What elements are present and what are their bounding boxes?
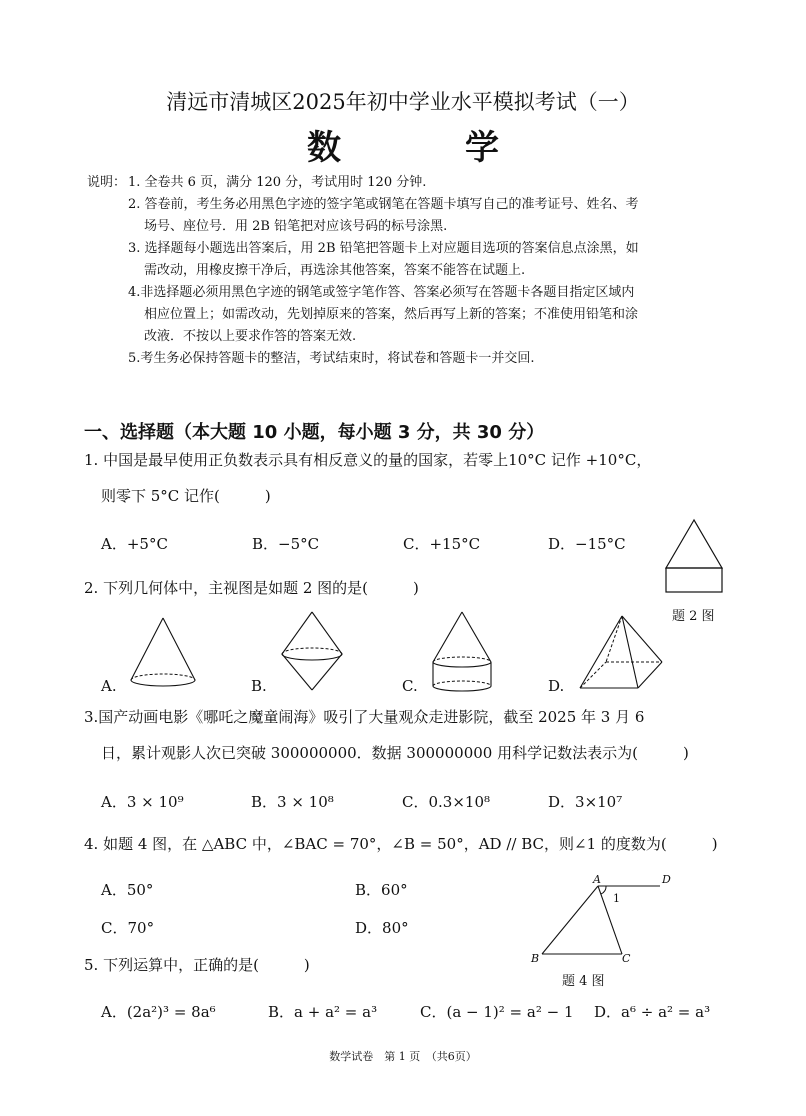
q5-option-d: D．a⁶ ÷ a² = a³ xyxy=(594,1003,711,1021)
q1-stem-line1: 1. 中国是最早使用正负数表示具有相反意义的量的国家，若零上10°C 记作 +10°C， xyxy=(84,451,652,469)
q1-option-a: A．+5°C xyxy=(101,535,168,553)
q1-stem-line2: 则零下 5°C 记作( ) xyxy=(101,487,271,505)
q5-option-a: A．(2a²)³ = 8a⁶ xyxy=(101,1003,216,1021)
q2-reference-figure xyxy=(664,518,724,594)
q4-label-d: D xyxy=(662,873,671,886)
q1-option-c: C．+15°C xyxy=(403,535,481,553)
q5-stem: 5. 下列运算中，正确的是( ) xyxy=(84,956,310,974)
q5-option-c: C．(a − 1)² = a² − 1 xyxy=(420,1003,574,1021)
instruction-line: 4.非选择题必须用黑色字迹的钢笔或签字笔作答、答案必须写在答题卡各题目指定区域内 xyxy=(128,285,635,300)
q2-option-c-cone-cylinder xyxy=(430,610,494,694)
q2-option-b-label: B. xyxy=(251,677,267,695)
instruction-line: 场号、座位号．用 2B 铅笔把对应该号码的标号涂黑. xyxy=(144,219,448,234)
q4-option-b: B．60° xyxy=(355,881,408,899)
instruction-line: 2. 答卷前，考生务必用黑色字迹的签字笔或钢笔在答题卡填写自己的准考证号、姓名、考 xyxy=(128,197,639,212)
instruction-line: 改液．不按以上要求作答的答案无效. xyxy=(144,329,357,344)
q4-label-a: A xyxy=(593,873,601,886)
q4-label-b: B xyxy=(531,952,540,965)
instruction-line: 1. 全卷共 6 页，满分 120 分，考试用时 120 分钟. xyxy=(128,175,427,190)
instructions-label: 说明： xyxy=(87,175,127,190)
q3-stem-line2: 日，累计观影人次已突破 300000000．数据 300000000 用科学记数法表示为( ) xyxy=(101,744,689,762)
instruction-line: 相应位置上；如需改动，先划掉原来的答案，然后再写上新的答案；不准使用铅笔和涂 xyxy=(144,307,639,322)
q2-option-c-label: C. xyxy=(402,677,418,695)
q1-option-d: D．−15°C xyxy=(548,535,626,553)
subject-char-2: 学 xyxy=(465,128,499,168)
q4-option-c: C．70° xyxy=(101,919,155,937)
q4-option-a: A．50° xyxy=(101,881,154,899)
q2-option-b-double-cone xyxy=(280,610,344,692)
q1-option-b: B．−5°C xyxy=(252,535,320,553)
q5-option-b: B．a + a² = a³ xyxy=(268,1003,378,1021)
q2-option-a-cone xyxy=(128,616,198,688)
q4-label-angle1: 1 xyxy=(613,892,620,905)
q4-label-c: C xyxy=(622,952,631,965)
q4-option-d: D．80° xyxy=(355,919,409,937)
page-footer: 数学试卷 第 1 页 （共6页） xyxy=(329,1050,477,1063)
instruction-line: 3. 选择题每小题选出答案后，用 2B 铅笔把答题卡上对应题目选项的答案信息点涂黑，如 xyxy=(128,241,639,256)
q2-option-d-pyramid xyxy=(578,614,664,692)
subject-char-1: 数 xyxy=(307,128,341,168)
q3-option-a: A．3 × 10⁹ xyxy=(101,793,184,811)
q3-option-c: C．0.3×10⁸ xyxy=(402,793,491,811)
section-heading: 一、选择题（本大题 10 小题，每小题 3 分，共 30 分） xyxy=(84,422,545,443)
q2-option-d-label: D. xyxy=(548,677,565,695)
instruction-line: 需改动，用橡皮擦干净后，再选涂其他答案，答案不能答在试题上. xyxy=(144,263,526,278)
q3-option-d: D．3×10⁷ xyxy=(548,793,623,811)
subject-title xyxy=(0,120,806,169)
q4-triangle-figure xyxy=(530,872,680,966)
q4-figure-caption: 题 4 图 xyxy=(562,974,605,989)
q3-option-b: B．3 × 10⁸ xyxy=(251,793,334,811)
q4-stem: 4. 如题 4 图，在 △ABC 中，∠BAC = 70°，∠B = 50°，AD // BC，则∠1 的度数为( ) xyxy=(84,835,718,853)
q2-option-a-label: A. xyxy=(101,677,117,695)
q3-stem-line1: 3.国产动画电影《哪吒之魔童闹海》吸引了大量观众走进影院，截至 2025 年 3 月 6 xyxy=(84,708,645,726)
instruction-line: 5.考生务必保持答题卡的整洁，考试结束时，将试卷和答题卡一并交回. xyxy=(128,351,535,366)
q2-figure-caption: 题 2 图 xyxy=(672,609,715,624)
exam-title: 清远市清城区2025年初中学业水平模拟考试（一） xyxy=(166,90,640,114)
q2-stem: 2. 下列几何体中，主视图是如题 2 图的是( ) xyxy=(84,579,419,597)
